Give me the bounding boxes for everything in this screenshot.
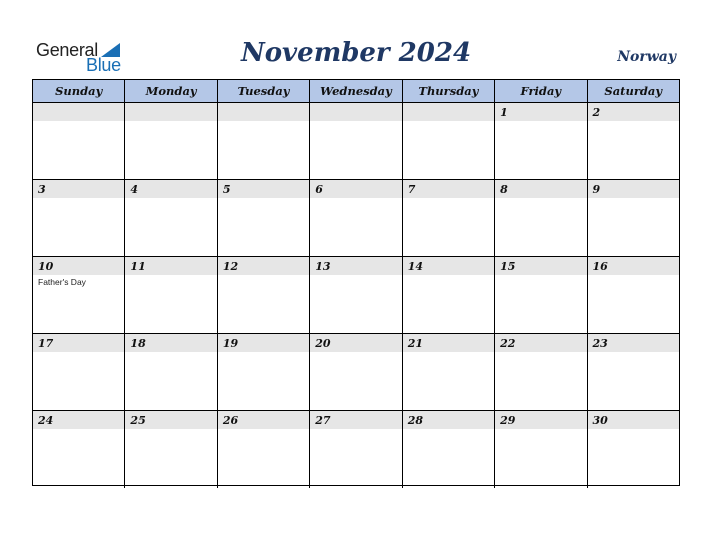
weekday-wednesday: Wednesday: [310, 80, 402, 102]
day-cell: [218, 180, 310, 256]
day-number: 18: [130, 337, 146, 350]
day-cell: [218, 103, 310, 179]
weekday-thursday: Thursday: [403, 80, 495, 102]
week-row: [33, 180, 679, 257]
week-row: [33, 334, 679, 411]
day-number-band: [495, 103, 586, 121]
day-cell: [403, 257, 495, 333]
day-number: 11: [130, 260, 146, 273]
weekday-sunday: Sunday: [33, 80, 125, 102]
day-number: 28: [407, 414, 423, 427]
day-cell: [495, 334, 587, 410]
day-number: 17: [38, 337, 54, 350]
day-number: 1: [500, 106, 508, 119]
day-number: 10: [38, 260, 54, 273]
day-number: 19: [222, 337, 239, 350]
day-number: 30: [592, 414, 608, 427]
day-number: 2: [592, 106, 601, 119]
day-number-band: [33, 103, 124, 121]
day-number-band: [310, 103, 401, 121]
day-cell: [403, 334, 495, 410]
day-number: 5: [222, 183, 231, 196]
day-cell: [218, 257, 310, 333]
day-number: 26: [222, 414, 239, 427]
day-number: 4: [130, 183, 139, 196]
day-cell: [310, 334, 402, 410]
day-cell: [495, 180, 587, 256]
day-cell: [33, 257, 125, 333]
calendar-title: November 2024: [240, 38, 472, 68]
week-row: [33, 257, 679, 334]
day-number: 12: [222, 260, 239, 273]
day-number-band: [588, 103, 679, 121]
day-cell: [125, 103, 217, 179]
day-number: 23: [592, 337, 608, 350]
day-cell: [125, 411, 217, 488]
day-cell: [218, 334, 310, 410]
day-cell: [125, 334, 217, 410]
day-cell: [403, 180, 495, 256]
day-number: 16: [592, 260, 608, 273]
day-cell: [33, 411, 125, 488]
day-number: 8: [500, 183, 508, 196]
day-number-band: [218, 180, 309, 198]
day-number: 29: [500, 414, 516, 427]
day-number-band: [125, 103, 216, 121]
day-number: 25: [130, 414, 146, 427]
day-number: 3: [38, 183, 46, 196]
day-cell: [33, 103, 125, 179]
day-number: 21: [407, 337, 423, 350]
day-cell: [495, 103, 587, 179]
day-cell: [588, 411, 679, 488]
weekday-saturday: Saturday: [604, 84, 663, 98]
day-cell: [588, 180, 679, 256]
day-cell: [588, 257, 679, 333]
calendar-grid: [32, 79, 680, 486]
day-number: 6: [315, 183, 323, 196]
day-number: 20: [315, 337, 331, 350]
weekday-header-row: [33, 80, 679, 103]
day-cell: [403, 411, 495, 488]
holiday-label: Father's Day: [38, 277, 86, 287]
day-number: 22: [500, 337, 516, 350]
weekday-monday: Monday: [125, 80, 217, 102]
day-number-band: [125, 180, 216, 198]
day-number: 7: [407, 183, 416, 196]
day-cell: [125, 180, 217, 256]
weekday-tuesday: Tuesday: [218, 80, 310, 102]
weekday-friday: Friday: [495, 80, 587, 102]
logo-word-general: General: [36, 40, 98, 60]
day-cell: [403, 103, 495, 179]
logo-word-blue: Blue: [86, 55, 121, 75]
day-cell: [310, 411, 402, 488]
day-number: 24: [38, 414, 54, 427]
day-number: 27: [315, 414, 331, 427]
day-number-band: [403, 180, 494, 198]
day-number-band: [588, 180, 679, 198]
day-number: 14: [407, 260, 423, 273]
day-number-band: [33, 180, 124, 198]
day-cell: [310, 180, 402, 256]
day-cell: [310, 103, 402, 179]
day-number-band: [310, 180, 401, 198]
day-number-band: [218, 103, 309, 121]
day-cell: [125, 257, 217, 333]
day-cell: [588, 334, 679, 410]
day-cell: [310, 257, 402, 333]
day-number: 13: [315, 260, 331, 273]
day-number-band: [495, 180, 586, 198]
day-number: 15: [500, 260, 516, 273]
day-cell: [218, 411, 310, 488]
day-number-band: [403, 103, 494, 121]
day-cell: [33, 334, 125, 410]
day-cell: [33, 180, 125, 256]
day-cell: [495, 411, 587, 488]
country-label: Norway: [617, 49, 676, 65]
day-cell: [588, 103, 679, 179]
week-row: [33, 411, 679, 488]
day-number: 9: [592, 183, 601, 196]
day-cell: [495, 257, 587, 333]
week-row: [33, 103, 679, 180]
